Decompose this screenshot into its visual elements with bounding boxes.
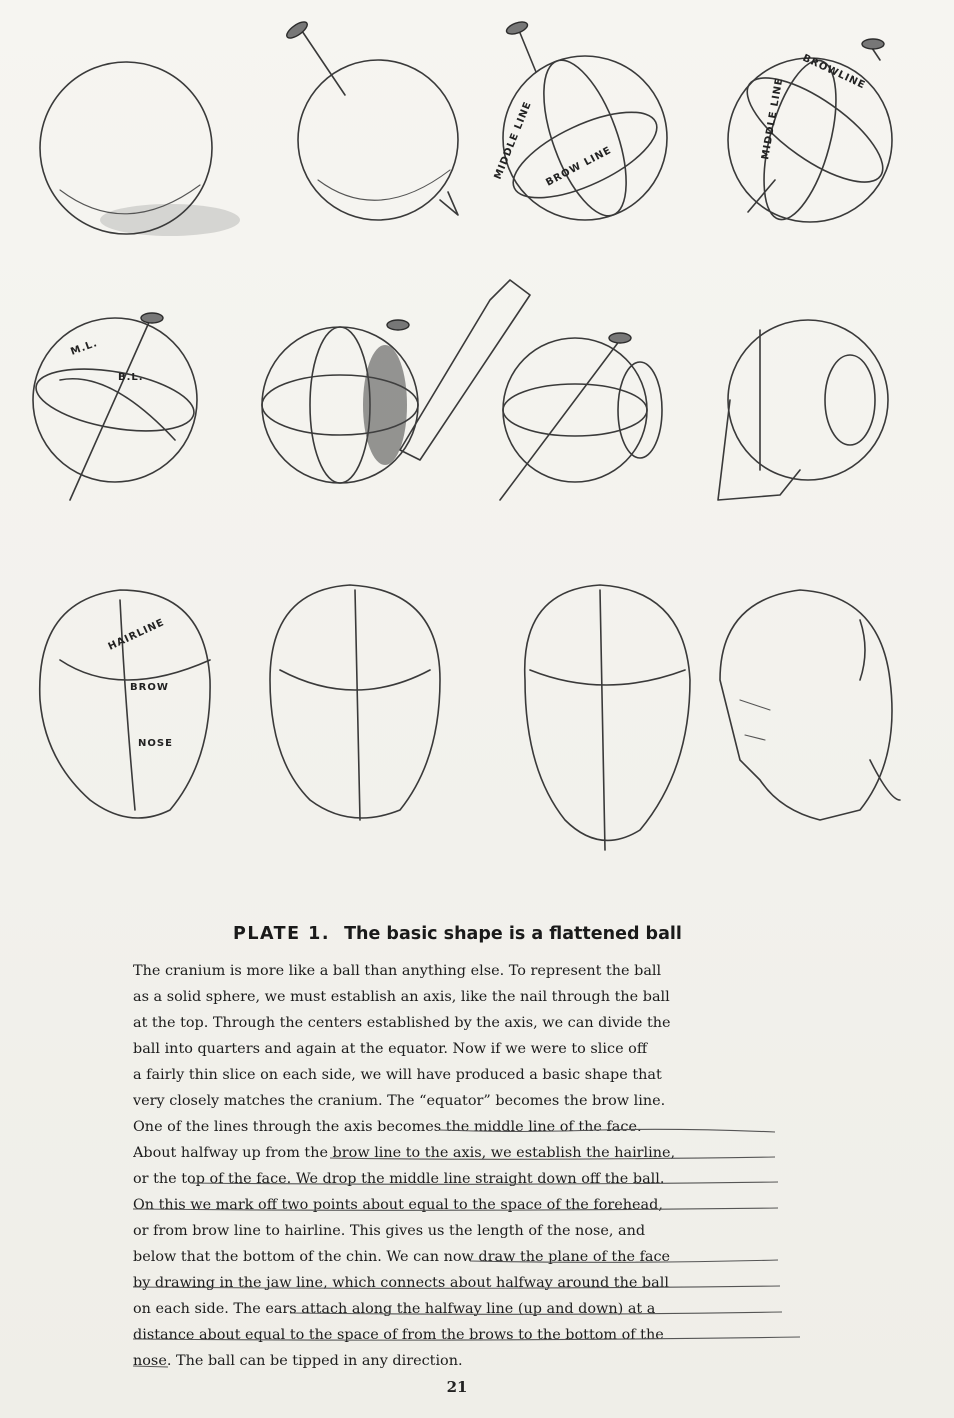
body-line: as a solid sphere, we must establish an axis, like the nail through the ball <box>133 989 670 1005</box>
sphere-plain <box>40 62 240 236</box>
body-line: On this we mark off two points about equal to the space of the forehead, <box>133 1197 663 1213</box>
sphere-to-head <box>718 320 888 500</box>
label-middle-line-2: MIDDLE LINE <box>760 76 786 161</box>
body-line: The cranium is more like a ball than anything else. To represent the ball <box>133 963 662 979</box>
body-line: on each side. The ears attach along the halfway line (up and down) at a <box>133 1301 656 1317</box>
label-nose: NOSE <box>138 738 173 749</box>
head-construction-front <box>270 585 440 820</box>
label-bl: B.L. <box>118 372 144 383</box>
label-brow-line: BROW LINE <box>544 144 614 189</box>
head-finished-profile <box>720 590 900 820</box>
sphere-quartered <box>31 313 198 500</box>
body-line: by drawing in the jaw line, which connects about halfway around the ball <box>133 1275 669 1291</box>
body-line: One of the lines through the axis becomes the middle line of the face. <box>133 1119 642 1135</box>
label-hairline: HAIRLINE <box>106 617 167 653</box>
page-number: 21 <box>446 1378 468 1396</box>
body-line: or from brow line to hairline. This gives us the length of the nose, and <box>133 1223 646 1239</box>
plate-number: PLATE 1. <box>233 924 330 944</box>
label-middle-line: MIDDLE LINE <box>492 99 534 182</box>
body-line: a fairly thin slice on each side, we will have produced a basic shape that <box>133 1067 662 1083</box>
plate-title <box>233 924 833 944</box>
body-line: nose. The ball can be tipped in any direction. <box>133 1353 463 1369</box>
sphere-middle-brow-lines <box>493 20 669 226</box>
sphere-with-nail <box>284 19 458 220</box>
body-line: below that the bottom of the chin. We can now draw the plane of the face <box>133 1249 671 1265</box>
body-line: very closely matches the cranium. The “equator” becomes the brow line. <box>133 1093 666 1109</box>
label-browline: BROWLINE <box>800 52 868 92</box>
body-line: at the top. Through the centers established by the axis, we can divide the <box>133 1015 671 1031</box>
plate-caption: The basic shape is a flattened ball <box>344 924 682 944</box>
label-ml: M.L. <box>69 337 100 358</box>
body-line: or the top of the face. We drop the middle line straight down off the ball. <box>133 1171 665 1187</box>
head-construction-tilted <box>525 585 690 850</box>
sphere-sliced-knife <box>262 280 530 483</box>
sphere-tilted-browline <box>728 39 898 227</box>
body-line: distance about equal to the space of from the brows to the bottom of the <box>133 1327 664 1343</box>
sphere-with-slices <box>500 333 662 500</box>
body-line: ball into quarters and again at the equator. Now if we were to slice off <box>133 1041 648 1057</box>
body-line: About halfway up from the brow line to the axis, we establish the hairline, <box>133 1145 676 1161</box>
head-construction-labeled <box>40 590 210 818</box>
body-paragraph <box>133 958 783 1374</box>
label-brow: BROW <box>130 682 169 693</box>
